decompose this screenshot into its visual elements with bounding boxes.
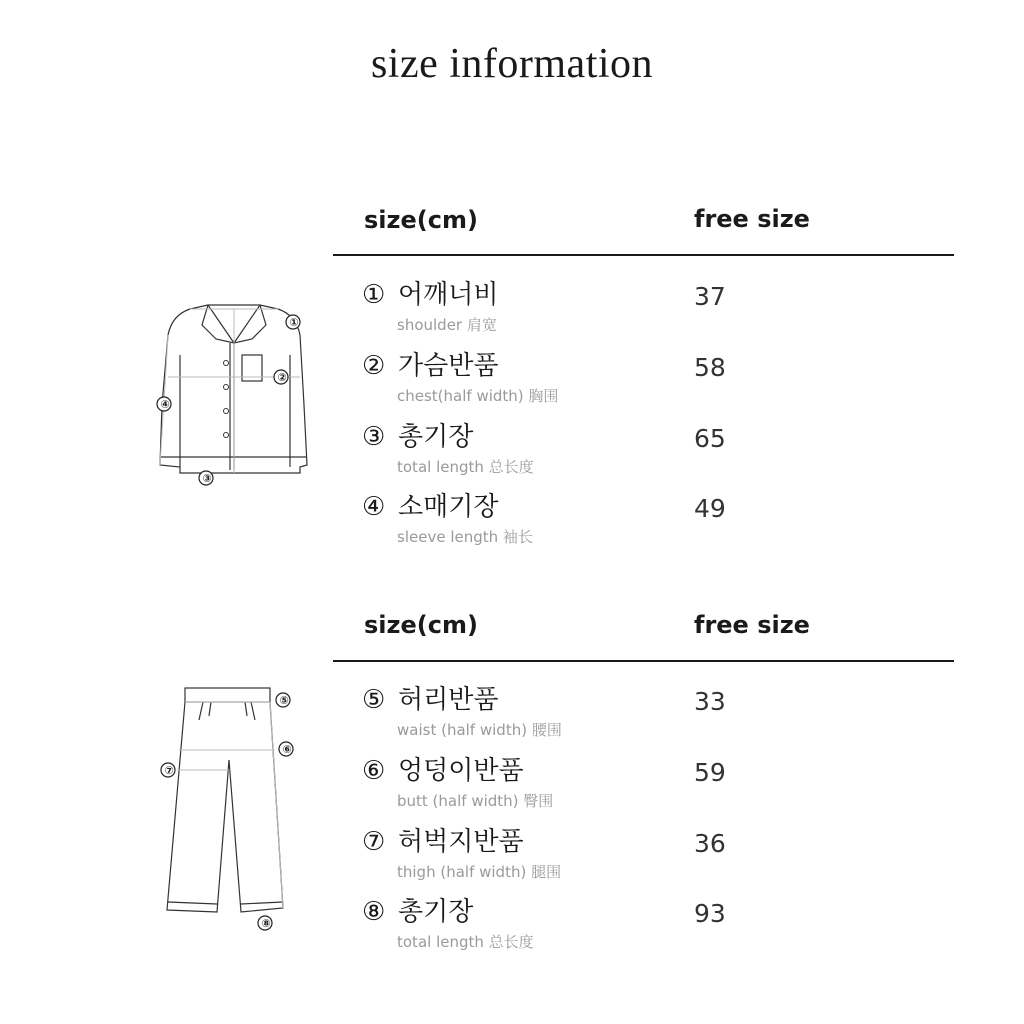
row-sublabel: total length 总长度 [397,933,534,951]
row-label: 총기장 [398,897,474,927]
row-number: ⑦ [362,827,386,857]
shirt-marker-2: ② [277,371,287,384]
table-row [0,685,1024,745]
row-label: 엉덩이반품 [398,756,524,786]
row-value: 58 [694,353,726,382]
shirt-marker-3: ③ [202,472,212,485]
shirt-marker-1: ① [289,316,299,329]
row-number: ② [362,351,386,381]
bottom-divider [333,660,954,662]
top-divider [333,254,954,256]
pants-marker-7: ⑦ [164,764,174,777]
row-value: 59 [694,758,726,787]
bottom-col-label: size(cm) [364,611,478,639]
row-value: 37 [694,282,726,311]
bottom-col-value: free size [694,611,810,639]
table-row [0,756,1024,816]
table-row [0,897,1024,957]
row-number: ⑤ [362,685,386,715]
row-label: 어깨너비 [398,280,499,310]
row-sublabel: thigh (half width) 腿围 [397,863,562,881]
row-number: ③ [362,422,386,452]
top-col-value: free size [694,205,810,233]
row-value: 49 [694,494,726,523]
row-label: 허리반품 [398,685,499,715]
row-number: ⑥ [362,756,386,786]
pants-marker-8: ⑧ [261,917,271,930]
row-sublabel: butt (half width) 臀围 [397,792,554,810]
row-sublabel: total length 总长度 [397,458,534,476]
row-sublabel: waist (half width) 腰围 [397,721,562,739]
table-row [0,827,1024,887]
row-sublabel: chest(half width) 胸围 [397,387,559,405]
row-sublabel: sleeve length 袖长 [397,528,533,546]
table-row [0,422,1024,482]
row-value: 93 [694,899,726,928]
row-sublabel: shoulder 肩宽 [397,316,497,334]
row-number: ⑧ [362,897,386,927]
table-row [0,492,1024,552]
row-label: 가슴반품 [398,351,499,381]
row-value: 65 [694,424,726,453]
row-label: 총기장 [398,422,474,452]
top-col-label: size(cm) [364,206,478,234]
row-label: 소매기장 [398,492,499,522]
table-row [0,351,1024,411]
row-value: 36 [694,829,726,858]
row-number: ① [362,280,386,310]
row-value: 33 [694,687,726,716]
page-title: size information [370,41,654,87]
pants-marker-6: ⑥ [282,743,292,756]
row-number: ④ [362,492,386,522]
table-row [0,280,1024,340]
pants-marker-5: ⑤ [279,694,289,707]
shirt-marker-4: ④ [160,398,170,411]
row-label: 허벅지반품 [398,827,524,857]
